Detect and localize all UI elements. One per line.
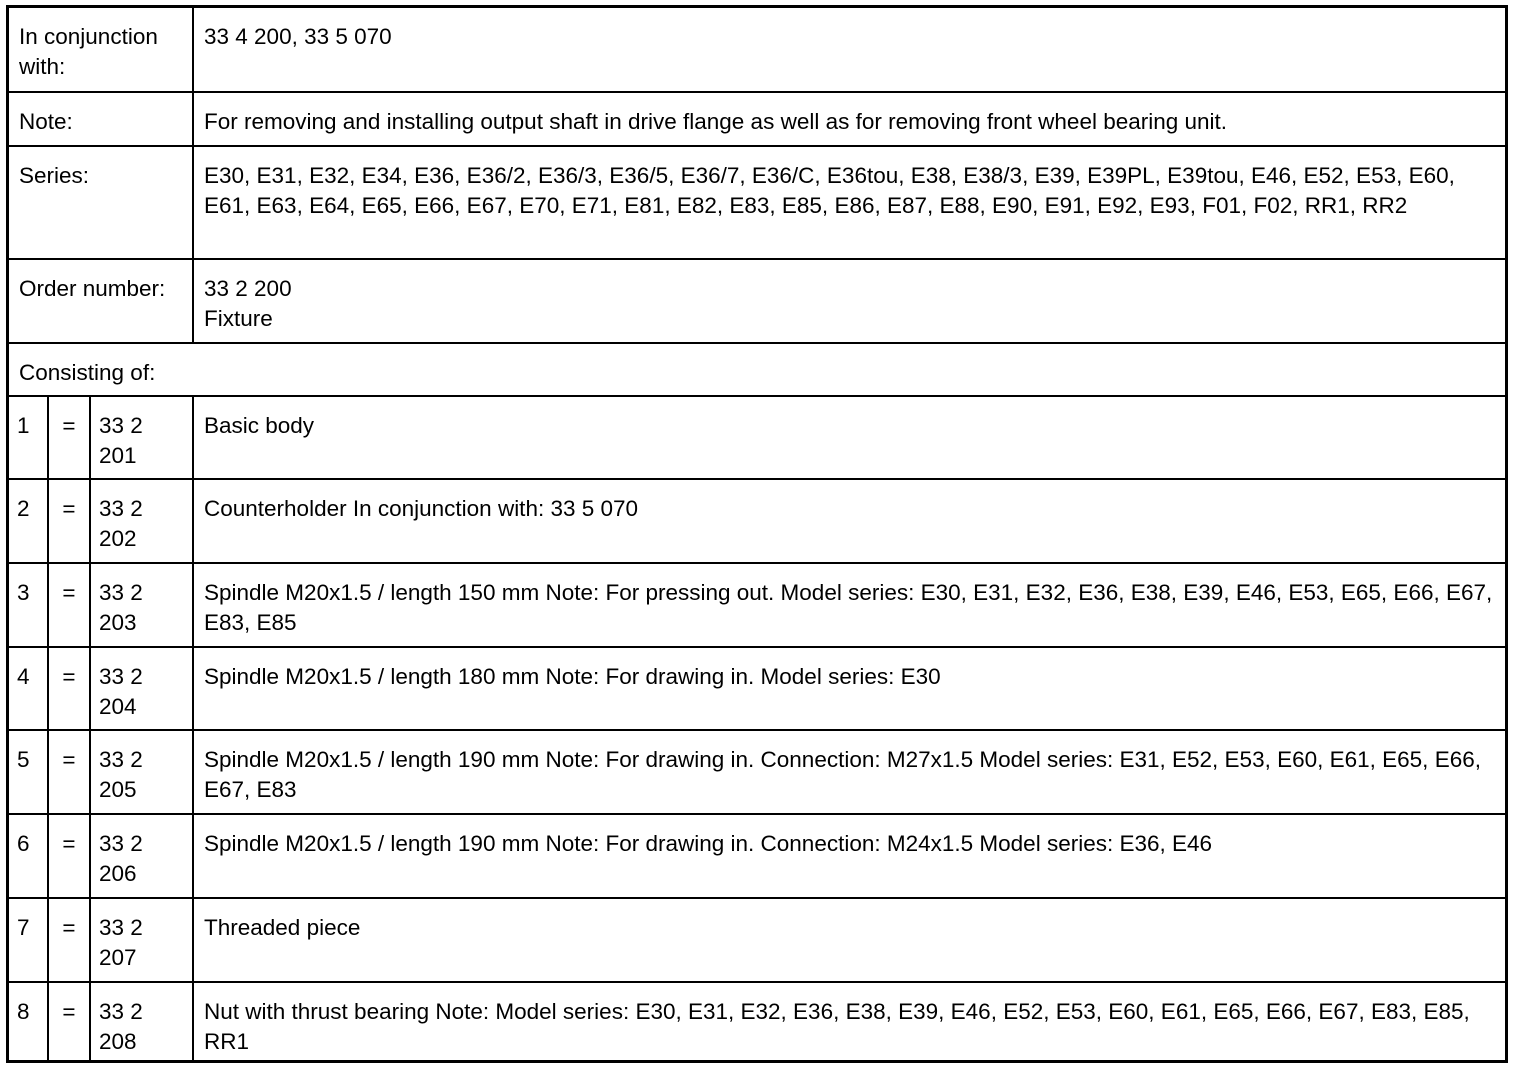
part-equals: = bbox=[48, 563, 90, 647]
tool-info-table bbox=[9, 8, 1505, 1062]
order-label: Order number: bbox=[9, 259, 193, 343]
consisting-label: Consisting of: bbox=[9, 343, 1505, 396]
part-row bbox=[9, 396, 1505, 479]
note-label: Note: bbox=[9, 92, 193, 146]
part-description: Basic body bbox=[193, 396, 1505, 479]
part-description: Threaded piece bbox=[193, 898, 1505, 982]
series-label: Series: bbox=[9, 146, 193, 259]
part-number: 33 2 203 bbox=[90, 563, 193, 647]
part-number: 33 2 207 bbox=[90, 898, 193, 982]
part-equals: = bbox=[48, 730, 90, 814]
part-index: 4 bbox=[9, 647, 48, 730]
part-row bbox=[9, 982, 1505, 1062]
part-description: Spindle M20x1.5 / length 190 mm Note: For drawing in. Connection: M24x1.5 Model series: E36, E46 bbox=[193, 814, 1505, 898]
consisting-row bbox=[9, 343, 1505, 396]
order-row bbox=[9, 259, 1505, 343]
part-number: 33 2 201 bbox=[90, 396, 193, 479]
part-number: 33 2 202 bbox=[90, 479, 193, 563]
part-index: 8 bbox=[9, 982, 48, 1062]
part-equals: = bbox=[48, 396, 90, 479]
part-description: Spindle M20x1.5 / length 190 mm Note: For drawing in. Connection: M27x1.5 Model series: E31, E52, E53, E60, E61, E65, E66, E67, E83 bbox=[193, 730, 1505, 814]
part-equals: = bbox=[48, 982, 90, 1062]
part-row bbox=[9, 898, 1505, 982]
part-equals: = bbox=[48, 898, 90, 982]
series-row bbox=[9, 146, 1505, 259]
part-number: 33 2 204 bbox=[90, 647, 193, 730]
part-number: 33 2 208 bbox=[90, 982, 193, 1062]
part-description: Spindle M20x1.5 / length 150 mm Note: For pressing out. Model series: E30, E31, E32, E36, E38, E39, E46, E53, E65, E66, E67, E83, E85 bbox=[193, 563, 1505, 647]
part-index: 1 bbox=[9, 396, 48, 479]
part-equals: = bbox=[48, 479, 90, 563]
part-index: 7 bbox=[9, 898, 48, 982]
tool-info-frame bbox=[6, 5, 1508, 1063]
part-index: 3 bbox=[9, 563, 48, 647]
part-index: 5 bbox=[9, 730, 48, 814]
part-row bbox=[9, 563, 1505, 647]
part-row bbox=[9, 814, 1505, 898]
note-value: For removing and installing output shaft in drive flange as well as for removing front wheel bearing unit. bbox=[193, 92, 1505, 146]
conjunction-label: In conjunction with: bbox=[9, 8, 193, 92]
part-description: Spindle M20x1.5 / length 180 mm Note: For drawing in. Model series: E30 bbox=[193, 647, 1505, 730]
part-description: Nut with thrust bearing Note: Model series: E30, E31, E32, E36, E38, E39, E46, E52, E53, E60, E61, E65, E66, E67, E83, E85, RR1 bbox=[193, 982, 1505, 1062]
part-index: 2 bbox=[9, 479, 48, 563]
part-description: Counterholder In conjunction with: 33 5 070 bbox=[193, 479, 1505, 563]
part-row bbox=[9, 647, 1505, 730]
part-row bbox=[9, 479, 1505, 563]
conjunction-row bbox=[9, 8, 1505, 92]
part-equals: = bbox=[48, 814, 90, 898]
part-index: 6 bbox=[9, 814, 48, 898]
series-value: E30, E31, E32, E34, E36, E36/2, E36/3, E36/5, E36/7, E36/C, E36tou, E38, E38/3, E39, E39PL, E39tou, E46, E52, E53, E60, E61, E63, E64, E65, E66, E67, E70, E71, E81, E82, E83, E85, E86, E87, E88, E90, E91, E92, E93, F01, F02, RR1, RR2 bbox=[193, 146, 1505, 259]
part-equals: = bbox=[48, 647, 90, 730]
part-number: 33 2 206 bbox=[90, 814, 193, 898]
note-row bbox=[9, 92, 1505, 146]
part-row bbox=[9, 730, 1505, 814]
part-number: 33 2 205 bbox=[90, 730, 193, 814]
order-value: 33 2 200 Fixture bbox=[193, 259, 1505, 343]
conjunction-value: 33 4 200, 33 5 070 bbox=[193, 8, 1505, 92]
